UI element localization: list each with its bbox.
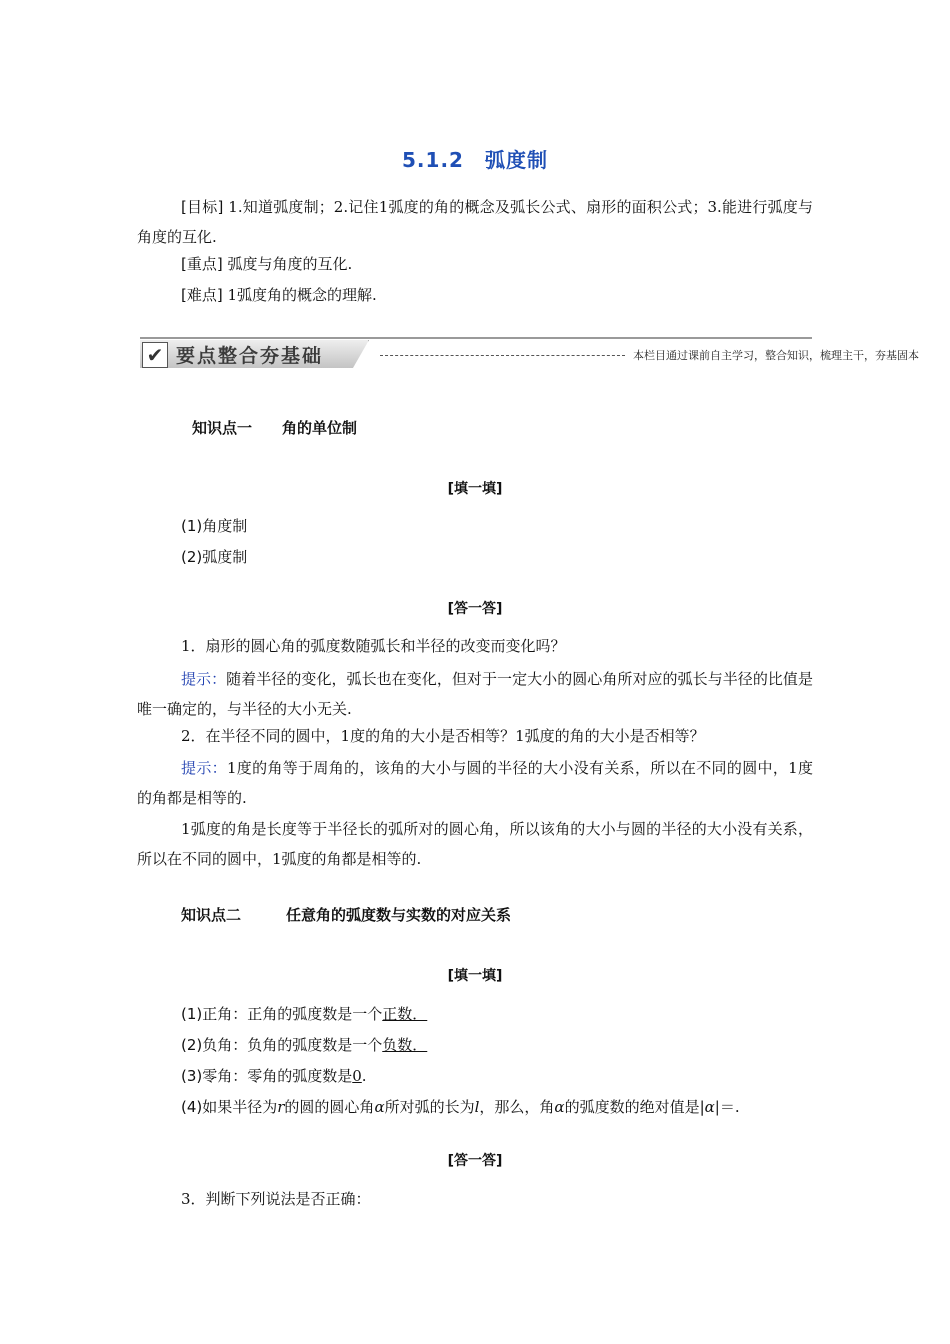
- answer-2-text: 1度的角等于周角的，该角的大小与圆的半径的大小没有关系，所以在不同的圆中，1度的角都是相等的.: [137, 759, 813, 807]
- key-point-line: [181, 252, 352, 276]
- section2-heading: 知识点二 任意角的弧度数与实数的对应关系: [181, 906, 512, 924]
- fill-item-negative-answer: 负数．: [382, 1036, 428, 1054]
- fill-item-zero-text: (3)零角：零角的弧度数是: [181, 1067, 353, 1085]
- formula-text-b: 的圆的圆心角: [284, 1098, 375, 1116]
- fill-item-negative-text: (2)负角：负角的弧度数是一个: [181, 1036, 383, 1054]
- formula-text-c: 所对弧的长为: [384, 1098, 475, 1116]
- section1-heading: 知识点一 角的单位制: [192, 419, 358, 437]
- goals-paragraph: [137, 192, 813, 252]
- fill-item-positive-text: (1)正角：正角的弧度数是一个: [181, 1005, 383, 1023]
- banner-title: 要点整合夯基础: [176, 345, 324, 367]
- answer-2b: 1弧度的角是长度等于半径长的弧所对的圆心角，所以该角的大小与圆的半径的大小没有关系，所以在不同的圆中，1弧度的角都是相等的.: [137, 820, 813, 868]
- answer-1: [137, 664, 813, 724]
- formula-text-d: ，那么，角: [479, 1098, 555, 1116]
- formula-text-e: 的弧度数的绝对值是|: [564, 1098, 705, 1116]
- hint-label: 提示：: [181, 670, 227, 688]
- symbol-r: r: [277, 1098, 285, 1116]
- page-title: 5.1.2 弧度制: [402, 148, 548, 172]
- difficult-text: 1弧度角的概念的理解.: [222, 286, 377, 304]
- banner-note: 本栏目通过课前自主学习，整合知识，梳理主干，夯基固本: [633, 349, 919, 362]
- difficult-point-line: [181, 283, 377, 307]
- section1-fill-label: [填一填]: [447, 481, 503, 497]
- symbol-alpha-3: α: [704, 1098, 715, 1116]
- formula-text-f: |＝.: [714, 1098, 740, 1116]
- key-tag: [重点]: [181, 255, 223, 273]
- fill-item-negative: [181, 1033, 427, 1057]
- symbol-alpha: α: [374, 1098, 385, 1116]
- question-2: 2．在半径不同的圆中，1度的角的大小是否相等？1弧度的角的大小是否相等？: [181, 727, 705, 745]
- section1-fill-item-2: (2)弧度制: [181, 548, 248, 566]
- section2-answer-label: [答一答]: [447, 1153, 503, 1169]
- section2-fill-label: [填一填]: [447, 968, 503, 984]
- symbol-alpha-2: α: [554, 1098, 565, 1116]
- section-banner: [140, 337, 919, 370]
- goal-tag: [目标]: [181, 198, 224, 216]
- checkmark-icon: ✔: [142, 342, 168, 368]
- question-3: 3．判断下列说法是否正确：: [181, 1190, 371, 1208]
- fill-item-zero-period: .: [361, 1067, 367, 1085]
- section1-fill-item-1: (1)角度制: [181, 517, 248, 535]
- banner-dashed-line: [380, 355, 625, 356]
- goal-text: 1.知道弧度制；2.记住1弧度的角的概念及弧长公式、扇形的面积公式；3.能进行弧度与角度的互化.: [137, 198, 813, 246]
- fill-item-radian-formula: [181, 1095, 740, 1119]
- fill-item-positive-answer: 正数．: [382, 1005, 428, 1023]
- hint-label: 提示：: [181, 759, 227, 777]
- fill-item-zero-answer: 0: [352, 1067, 362, 1085]
- symbol-l: l: [474, 1098, 480, 1116]
- question-1: 1．扇形的圆心角的弧度数随弧长和半径的改变而变化吗？: [181, 637, 566, 655]
- answer-1-text: 随着半径的变化，弧长也在变化，但对于一定大小的圆心角所对应的弧长与半径的比值是唯一确定的，与半径的大小无关.: [137, 670, 813, 718]
- answer-2: [137, 753, 813, 813]
- fill-item-zero: [181, 1064, 367, 1088]
- key-text: 弧度与角度的互化.: [222, 255, 353, 273]
- section1-answer-label: [答一答]: [447, 601, 503, 617]
- difficult-tag: [难点]: [181, 286, 223, 304]
- fill-item-positive: [181, 1002, 427, 1026]
- formula-text-a: (4)如果半径为: [181, 1098, 278, 1116]
- banner-rule: [140, 337, 812, 339]
